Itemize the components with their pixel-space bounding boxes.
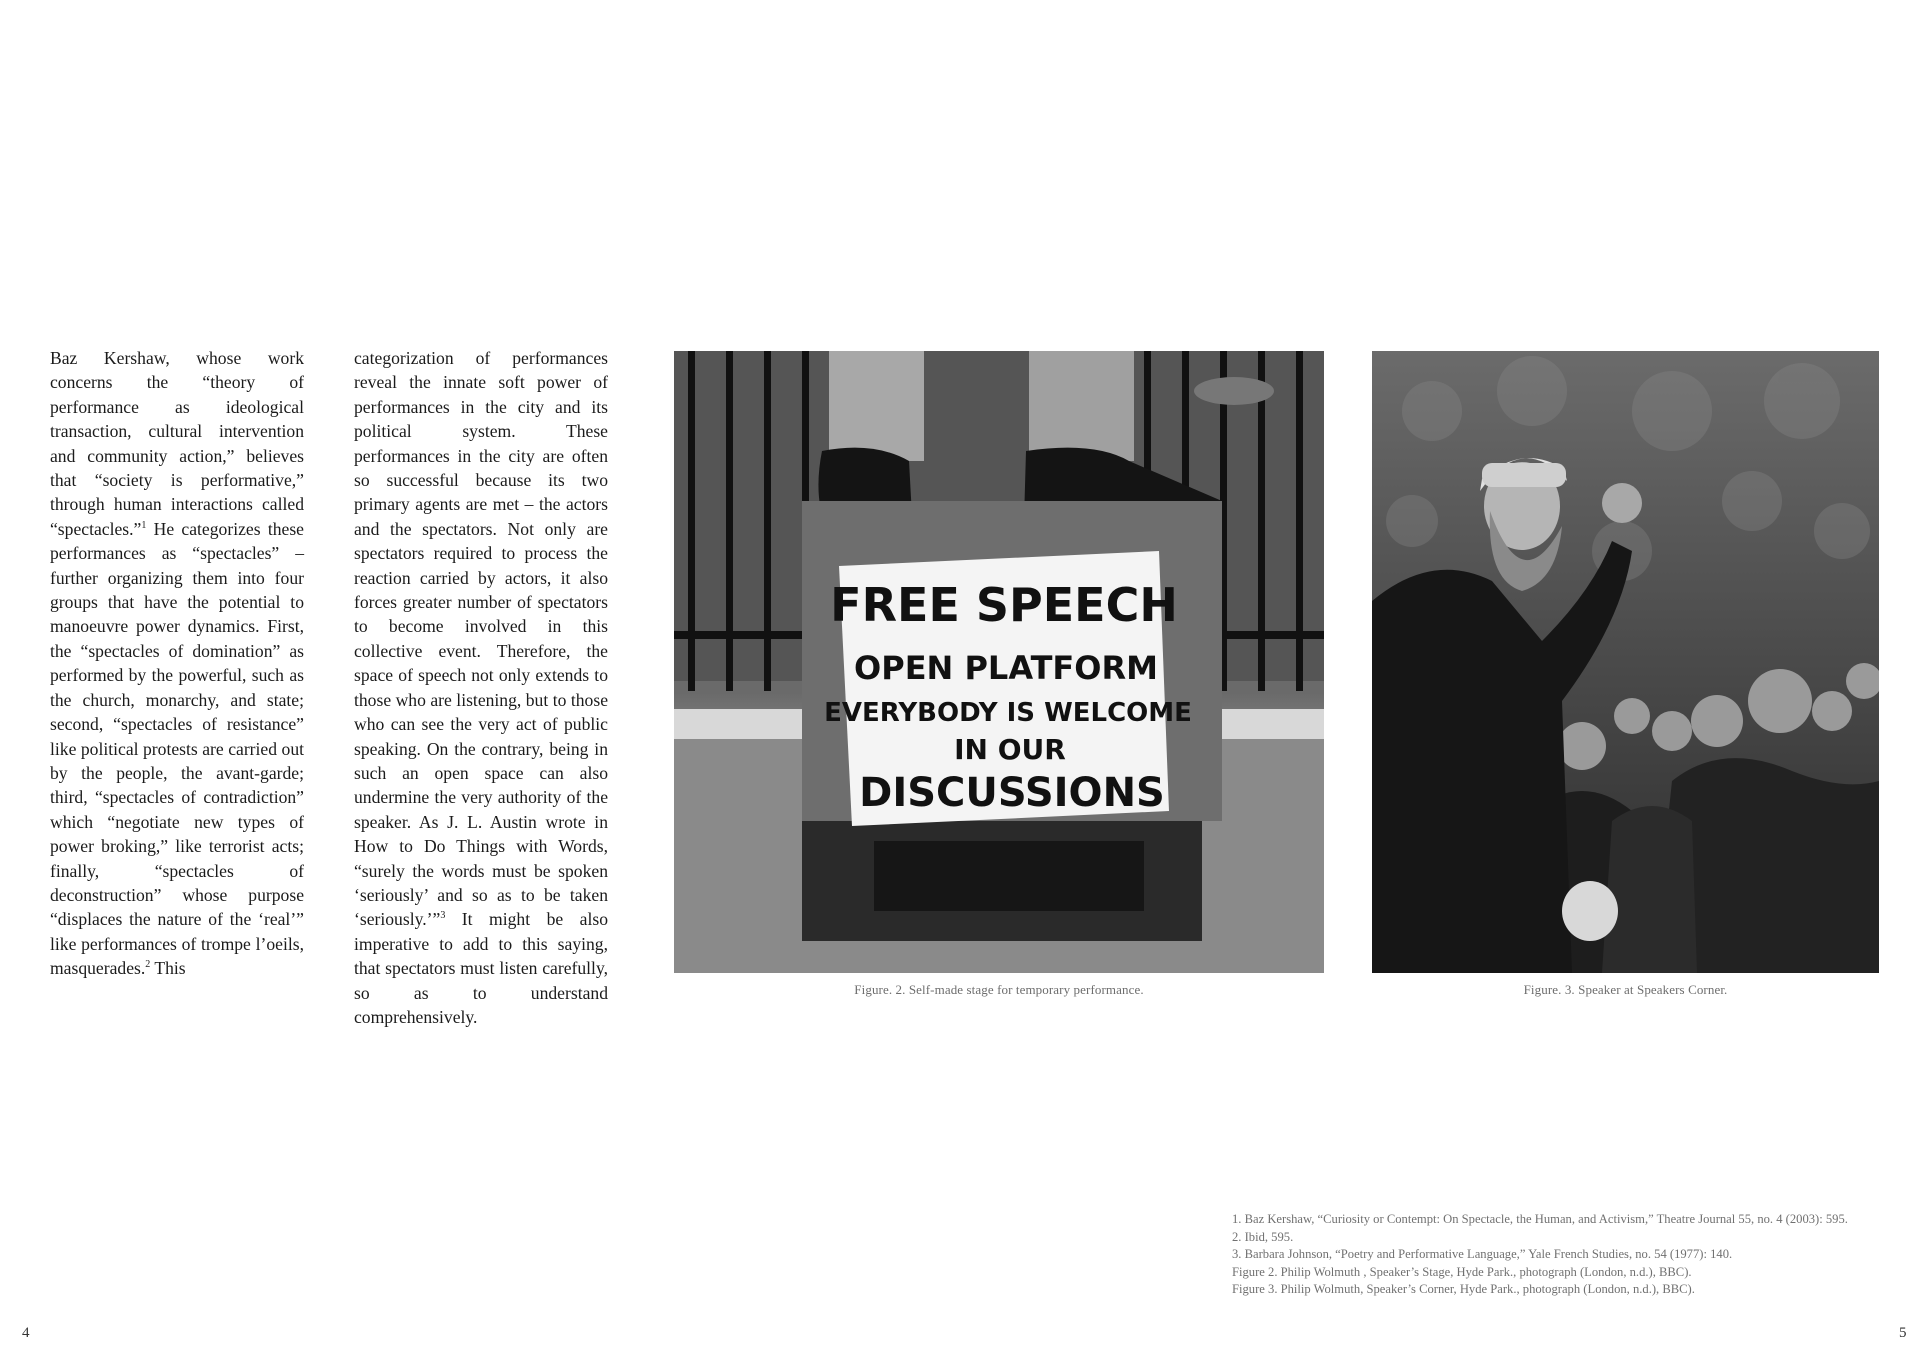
- figure-caption: Figure. 2. Self-made stage for temporary performance.: [854, 982, 1144, 997]
- text-run: It might be also imperative to add to this saying, that spectators must listen carefully, so as to understand comprehensively.: [354, 909, 608, 1027]
- text-run: categorization of performances reveal the innate soft power of performances in the city and its political system. These performances in the city are often so successful because its two primary agents are met – the actors and the spectators. Not only are spectators required to process the reaction carried by actors, it also forces greater number of spectators to become involved in this collective event. Therefore, the space of speech not only extends to those who are listening, but to those who can see the very act of public speaking. On the contrary, being in such an open space can also undermine the very authority of the speaker. As J. L. Austin wrote in How to Do Things with Words, “surely the words must be spoken ‘seriously’ and so as to be taken ‘seriously.’”: [354, 348, 608, 930]
- text-run: He categorizes these performances as “spectacles” – further organizing them into four groups that have the potential to manoeuvre power dynamics. First, the “spectacles of domination” as performed by the powerful, such as the church, monarchy, and state; second, “spectacles of resistance” like political protests are carried out by the people, the avant-garde; third, “spectacles of contradiction” which “negotiate new types of power broking,” like terrorist acts; finally, “spectacles of deconstruction” whose purpose “displaces the nature of the ‘real’” like performances of trompe l’oeils, masquerades.: [50, 518, 304, 979]
- footnote-ref: 1: [141, 519, 147, 531]
- body-paragraph: [50, 346, 304, 981]
- sign-line: IN OUR: [954, 733, 1066, 766]
- sign-line: OPEN PLATFORM: [854, 649, 1158, 687]
- footnote: 3. Barbara Johnson, “Poetry and Performative Language,” Yale French Studies, no. 54 (1977): 140.: [1232, 1247, 1733, 1262]
- footnote: 2. Ibid, 595.: [1232, 1229, 1294, 1244]
- figure-caption: Figure. 3. Speaker at Speakers Corner.: [1523, 982, 1728, 997]
- body-paragraph: [354, 346, 608, 1029]
- sign-line: EVERYBODY IS WELCOME: [824, 698, 1192, 728]
- speakers-corner-photo: [1372, 351, 1879, 973]
- footnote: 1. Baz Kershaw, “Curiosity or Contempt: On Spectacle, the Human, and Activism,” Theatre Journal 55, no. 4 (2003): 595.: [1232, 1212, 1848, 1226]
- footnote-ref: 3: [440, 910, 446, 922]
- footnote-ref: 2: [145, 959, 151, 971]
- footnote: Figure 2. Philip Wolmuth , Speaker’s Stage, Hyde Park., photograph (London, n.d.), BBC).: [1232, 1264, 1692, 1279]
- footnotes: [1232, 1211, 1862, 1299]
- text-run: This: [150, 958, 186, 979]
- page-number-right: 5: [1899, 1325, 1907, 1341]
- figure-3: [1372, 351, 1879, 998]
- page-number-left: 4: [22, 1325, 30, 1341]
- body-text-column-left: [50, 346, 304, 981]
- footnote: Figure 3. Philip Wolmuth, Speaker’s Corner, Hyde Park., photograph (London, n.d.), BBC).: [1232, 1282, 1695, 1297]
- sign-line: DISCUSSIONS: [859, 770, 1165, 816]
- figure-2: [674, 351, 1324, 998]
- sign-line: FREE SPEECH: [830, 578, 1178, 632]
- body-text-column-right: [354, 346, 608, 1029]
- text-run: Baz Kershaw, whose work concerns the “theory of performance as ideological transaction, cultural intervention and community action,” believes that “society is performative,” through human interactions called “spectacles.”: [50, 348, 304, 539]
- free-speech-stage-photo: [674, 351, 1324, 973]
